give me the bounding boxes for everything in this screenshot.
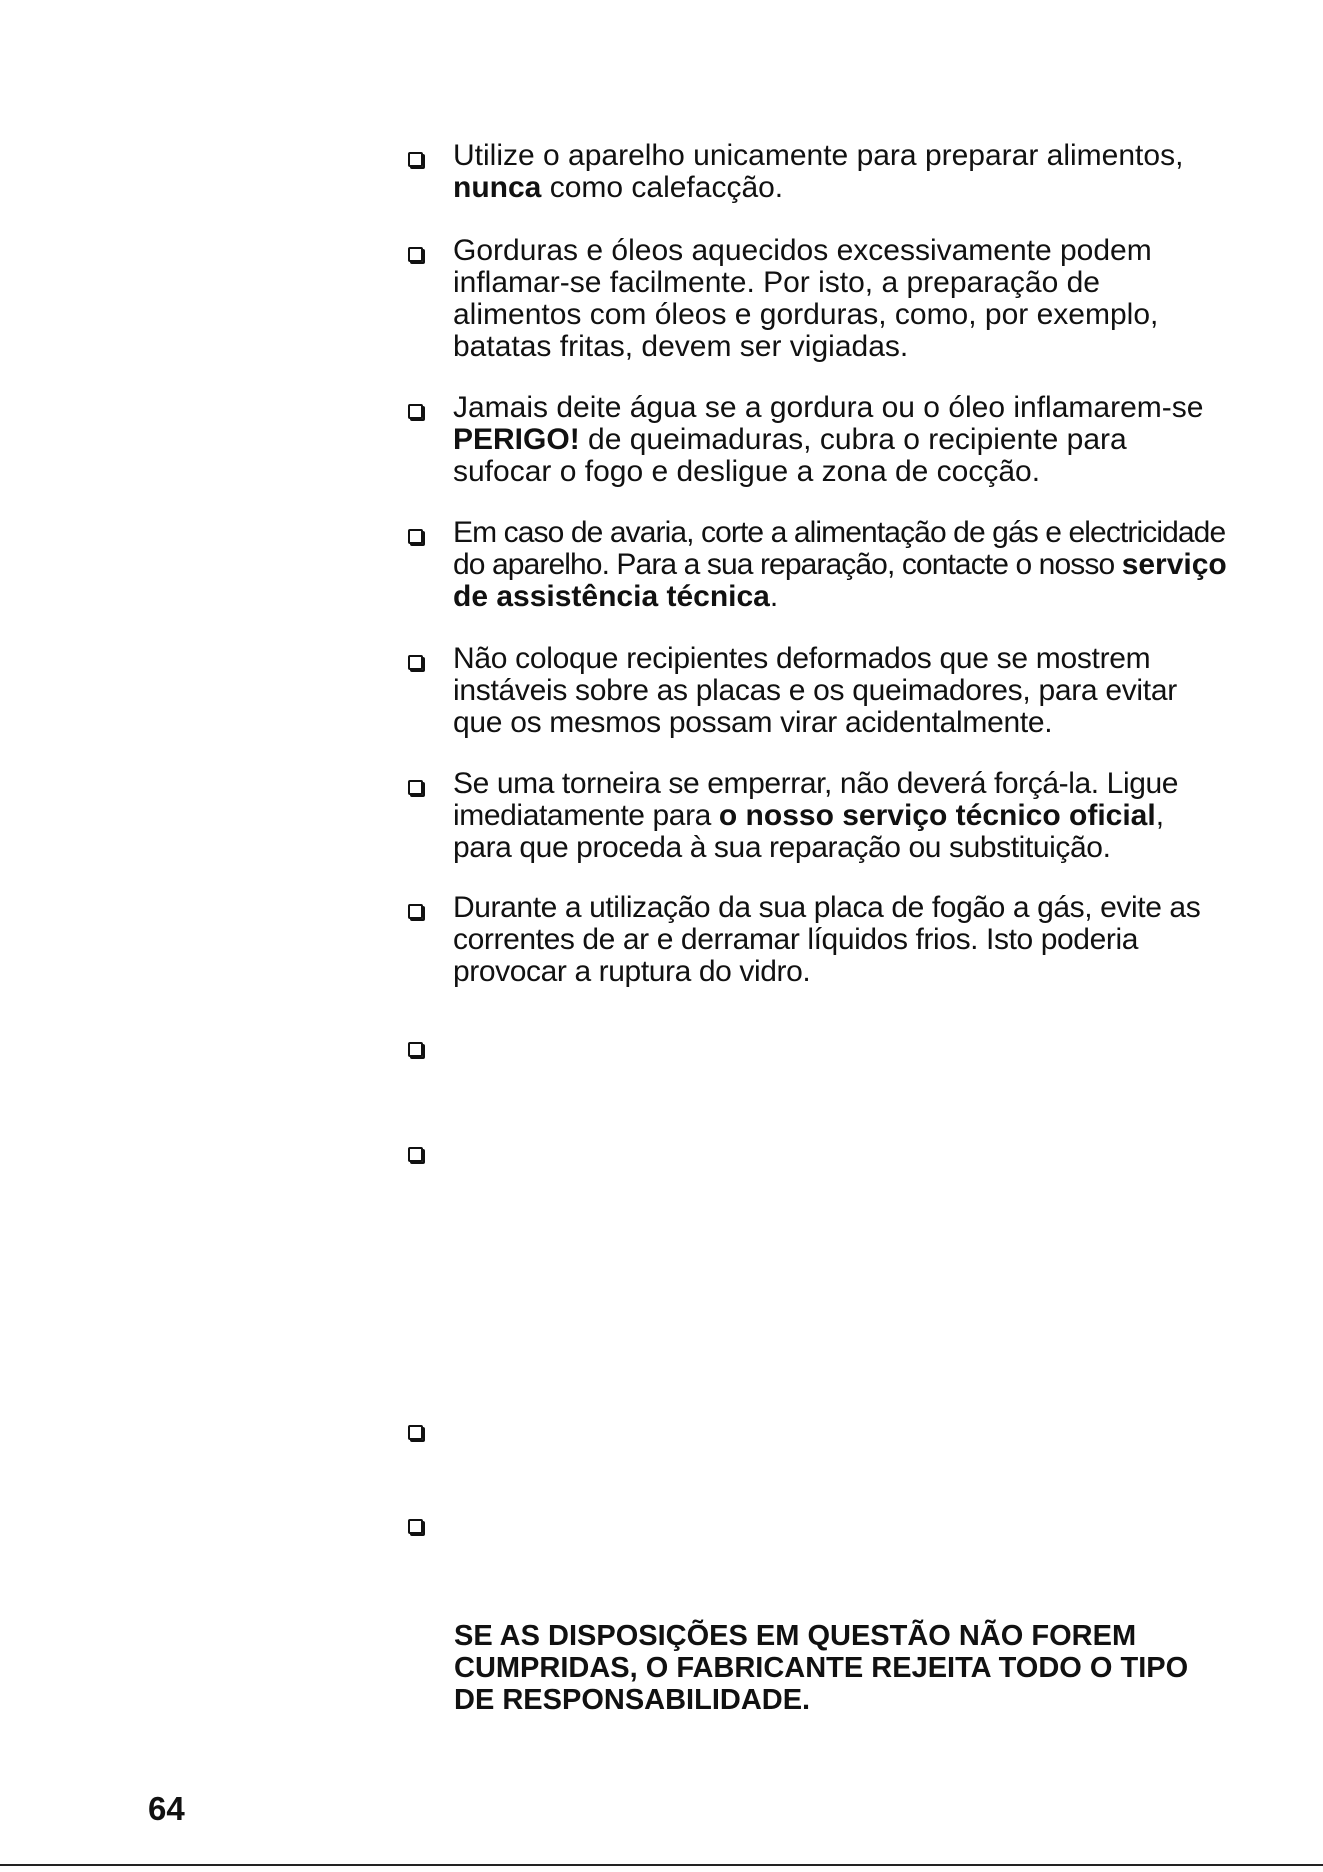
liability-warning: SE AS DISPOSIÇÕES EM QUESTÃO NÃO FOREM CUMPRIDAS, O FABRICANTE REJEITA TODO O TIPO DE RESPONSABILIDADE.	[454, 1620, 1189, 1716]
checkbox-bullet-icon	[408, 1425, 423, 1440]
item-text: Gorduras e óleos aquecidos excessivamente podem inflamar-se facilmente. Por isto, a preparação de alimentos com óleos e gorduras, como, por exemplo, batatas fritas, devem ser vigiadas.	[453, 234, 1159, 363]
item-text: Em caso de avaria, corte a alimentação de gás e electricidade do aparelho. Para a sua reparação, contacte o nosso serviço de assistência técnica.	[453, 516, 1227, 613]
checkbox-bullet-icon	[408, 655, 423, 670]
footer-rule	[0, 1864, 1323, 1866]
checkbox-bullet-icon	[408, 404, 423, 419]
checkbox-bullet-icon	[408, 1519, 423, 1534]
item-text: Se uma torneira se emperrar, não deverá forçá-la. Ligue imediatamente para o nosso serviço técnico oficial, para que proceda à sua reparação ou substituição.	[453, 767, 1179, 864]
item-text: Durante a utilização da sua placa de fogão a gás, evite as correntes de ar e derramar líquidos frios. Isto poderia provocar a ruptura do vidro.	[453, 891, 1201, 988]
checkbox-bullet-icon	[408, 247, 423, 262]
checkbox-bullet-icon	[408, 780, 423, 795]
checkbox-bullet-icon	[408, 1042, 423, 1057]
emphasis: PERIGO!	[453, 423, 580, 456]
checkbox-bullet-icon	[408, 904, 423, 919]
page-number: 64	[148, 1790, 185, 1827]
item-text: Não coloque recipientes deformados que se mostrem instáveis sobre as placas e os queimadores, para evitar que os mesmos possam virar acidentalmente.	[453, 642, 1177, 739]
emphasis: serviço de assistência técnica	[453, 548, 1227, 613]
emphasis: o nosso serviço técnico oficial	[718, 799, 1156, 832]
item-text: Utilize o aparelho unicamente para preparar alimentos, nunca como calefacção.	[453, 139, 1184, 204]
emphasis: nunca	[453, 171, 542, 204]
checkbox-bullet-icon	[408, 529, 423, 544]
checkbox-bullet-icon	[408, 152, 423, 167]
item-text: Jamais deite água se a gordura ou o óleo inflamarem-se PERIGO! de queimaduras, cubra o recipiente para sufocar o fogo e desligue a zona de cocção.	[453, 391, 1204, 488]
checkbox-bullet-icon	[408, 1147, 423, 1162]
